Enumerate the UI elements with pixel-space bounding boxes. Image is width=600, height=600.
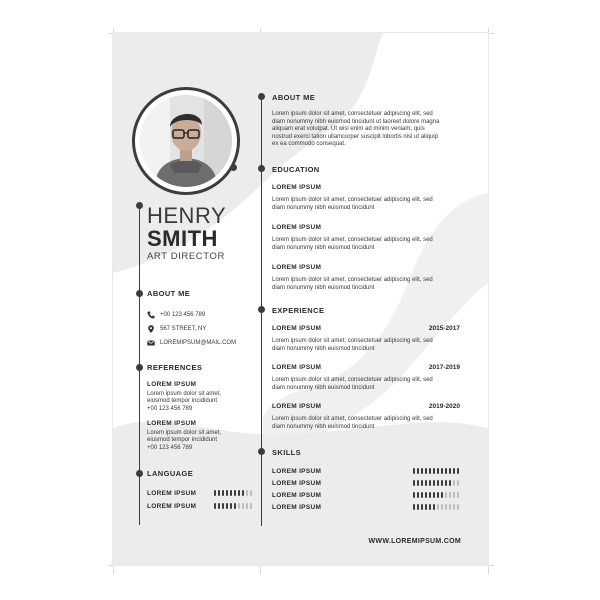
timeline-dot-references [136,364,143,371]
job-title: ART DIRECTOR [147,251,225,262]
education-line: diam nonummy nibh euismod tincidunt [272,284,375,291]
language-name-2: LOREM IPSUM [147,503,197,510]
skills-title: SKILLS [272,448,302,457]
about-line: nostrud exerci tation ullamcorper suscipit lobortis nisl ut aliquip [272,133,439,140]
phone-icon [147,311,155,319]
timeline-dot-about-left [136,290,143,297]
level-bar [437,492,439,498]
level-bar [425,492,427,498]
timeline-dot-experience [258,306,265,313]
level-bar [437,480,439,486]
skill-name-4: LOREM IPSUM [272,504,322,511]
level-bar [441,504,443,510]
level-bar [417,480,419,486]
experience-item-date: 2017-2019 [428,364,460,371]
level-bar [449,504,451,510]
skill-name-2: LOREM IPSUM [272,480,322,487]
level-bar [250,503,252,509]
contact-address-text: 567 STREET, NY [160,326,207,332]
level-bar [218,490,220,496]
level-bar [413,480,415,486]
education-line: Lorem ipsum dolor sit amet, consectetuer adipiscing elit, sed [272,237,433,243]
level-bar [449,492,451,498]
level-bar [441,492,443,498]
right-about-title: ABOUT ME [272,93,316,102]
education-item-text [272,197,462,212]
reference-line: eiusmod tempor incididunt [147,437,218,444]
level-bar [449,480,451,486]
level-bar [449,468,451,474]
level-bar [250,490,252,496]
level-bar [242,490,244,496]
timeline-dot-skills [258,448,265,455]
last-name: SMITH [147,226,218,251]
timeline-dot-about-right [258,93,265,100]
level-bar [457,480,459,486]
level-bar [421,492,423,498]
level-bar [453,468,455,474]
experience-item-text [272,416,462,431]
skill-level-4 [413,504,459,510]
level-bar [226,490,228,496]
level-bar [425,504,427,510]
level-bar [433,504,435,510]
experience-title: EXPERIENCE [272,306,325,315]
level-bar [242,503,244,509]
level-bar [453,504,455,510]
skill-name-1: LOREM IPSUM [272,468,322,475]
level-bar [441,468,443,474]
level-bar [453,480,455,486]
level-bar [425,468,427,474]
language-level-1 [214,490,252,496]
skill-level-3 [413,492,459,498]
experience-item-text [272,338,462,353]
website-link[interactable]: WWW.LOREMIPSUM.COM [368,538,461,545]
level-bar [437,504,439,510]
reference-text-1 [147,391,221,413]
timeline-dot-language [136,470,143,477]
level-bar [238,503,240,509]
level-bar [445,492,447,498]
experience-item-date: 2019-2020 [428,403,460,410]
education-item-title: LOREM IPSUM [272,224,322,231]
level-bar [429,504,431,510]
contact-address [147,325,206,333]
language-name-1: LOREM IPSUM [147,490,197,497]
level-bar [238,490,240,496]
envelope-icon [147,339,155,347]
level-bar [230,503,232,509]
experience-item-text [272,377,462,392]
timeline-dot-education [258,165,265,172]
about-line: diam nonummy nibh euismod tincidunt ut laoreet dolore magna [272,118,440,125]
level-bar [417,468,419,474]
reference-line: Lorem ipsum dolor sit amet, [147,391,222,397]
experience-line: Lorem ipsum dolor sit amet, consectetuer adipiscing elit, sed [272,338,433,344]
level-bar [417,504,419,510]
level-bar [433,468,435,474]
first-name: HENRY [147,203,227,228]
skill-level-2 [413,480,459,486]
contact-phone [147,311,205,319]
level-bar [417,492,419,498]
reference-name-2: LOREM IPSUM [147,420,197,427]
reference-phone: +00 123 456 789 [147,405,193,412]
left-about-title: ABOUT ME [147,289,191,298]
location-pin-icon [147,325,155,333]
level-bar [214,503,216,509]
about-line: aliquam erat volutpat. Ut wisi enim ad minim veniam, quis [272,126,425,133]
level-bar [457,492,459,498]
reference-line: Lorem ipsum dolor sit amet, [147,430,222,436]
level-bar [429,492,431,498]
language-title: LANGUAGE [147,469,194,478]
language-level-2 [214,503,252,509]
experience-item-date: 2015-2017 [428,325,460,332]
education-item-title: LOREM IPSUM [272,184,322,191]
experience-item-title: LOREM IPSUM [272,364,322,371]
level-bar [425,480,427,486]
contact-phone-text: +00 123 456 789 [160,312,206,318]
level-bar [413,504,415,510]
timeline-dot-name [136,202,143,209]
level-bar [445,504,447,510]
skill-name-3: LOREM IPSUM [272,492,322,499]
experience-item-title: LOREM IPSUM [272,403,322,410]
education-title: EDUCATION [272,165,320,174]
level-bar [234,503,236,509]
level-bar [246,490,248,496]
level-bar [230,490,232,496]
guide-line-bottom [108,565,494,566]
level-bar [457,468,459,474]
level-bar [214,490,216,496]
contact-email-text: LOREMIPSUM@MAIL.COM [160,340,237,346]
level-bar [246,503,248,509]
about-paragraph [272,111,462,149]
education-item-text [272,277,462,292]
level-bar [441,480,443,486]
education-line: Lorem ipsum dolor sit amet, consectetuer adipiscing elit, sed [272,277,433,283]
level-bar [457,504,459,510]
contact-email [147,339,236,347]
level-bar [429,480,431,486]
education-line: diam nonummy nibh euismod tincidunt [272,204,375,211]
level-bar [445,480,447,486]
about-line: ex ea commodo consequat. [272,141,346,148]
level-bar [429,468,431,474]
about-line: Lorem ipsum dolor sit amet, consectetuer adipiscing elit, sed [272,111,433,117]
experience-line: Lorem ipsum dolor sit amet, consectetuer adipiscing elit, sed [272,416,433,422]
experience-line: diam nonummy nibh euismod tincidunt [272,345,375,352]
reference-line: eiusmod tempor incididunt [147,398,218,405]
level-bar [421,480,423,486]
experience-item-title: LOREM IPSUM [272,325,322,332]
guide-line-right [488,28,489,574]
level-bar [226,503,228,509]
education-line: Lorem ipsum dolor sit amet, consectetuer adipiscing elit, sed [272,197,433,203]
level-bar [413,468,415,474]
skill-level-1 [413,468,459,474]
level-bar [421,468,423,474]
level-bar [421,504,423,510]
level-bar [453,492,455,498]
education-item-title: LOREM IPSUM [272,264,322,271]
experience-line: diam nonummy nibh euismod tincidunt [272,384,375,391]
level-bar [234,490,236,496]
reference-name-1: LOREM IPSUM [147,381,197,388]
level-bar [433,492,435,498]
education-line: diam nonummy nibh euismod tincidunt [272,244,375,251]
profile-photo [140,95,232,187]
experience-line: Lorem ipsum dolor sit amet, consectetuer adipiscing elit, sed [272,377,433,383]
level-bar [218,503,220,509]
reference-text-2 [147,430,221,452]
level-bar [413,492,415,498]
experience-line: diam nonummy nibh euismod tincidunt [272,423,375,430]
level-bar [433,480,435,486]
level-bar [222,503,224,509]
references-title: REFERENCES [147,363,203,372]
level-bar [222,490,224,496]
reference-phone: +00 123 456 789 [147,444,193,451]
blob-mid-right [263,193,488,453]
education-item-text [272,237,462,252]
level-bar [437,468,439,474]
level-bar [445,468,447,474]
